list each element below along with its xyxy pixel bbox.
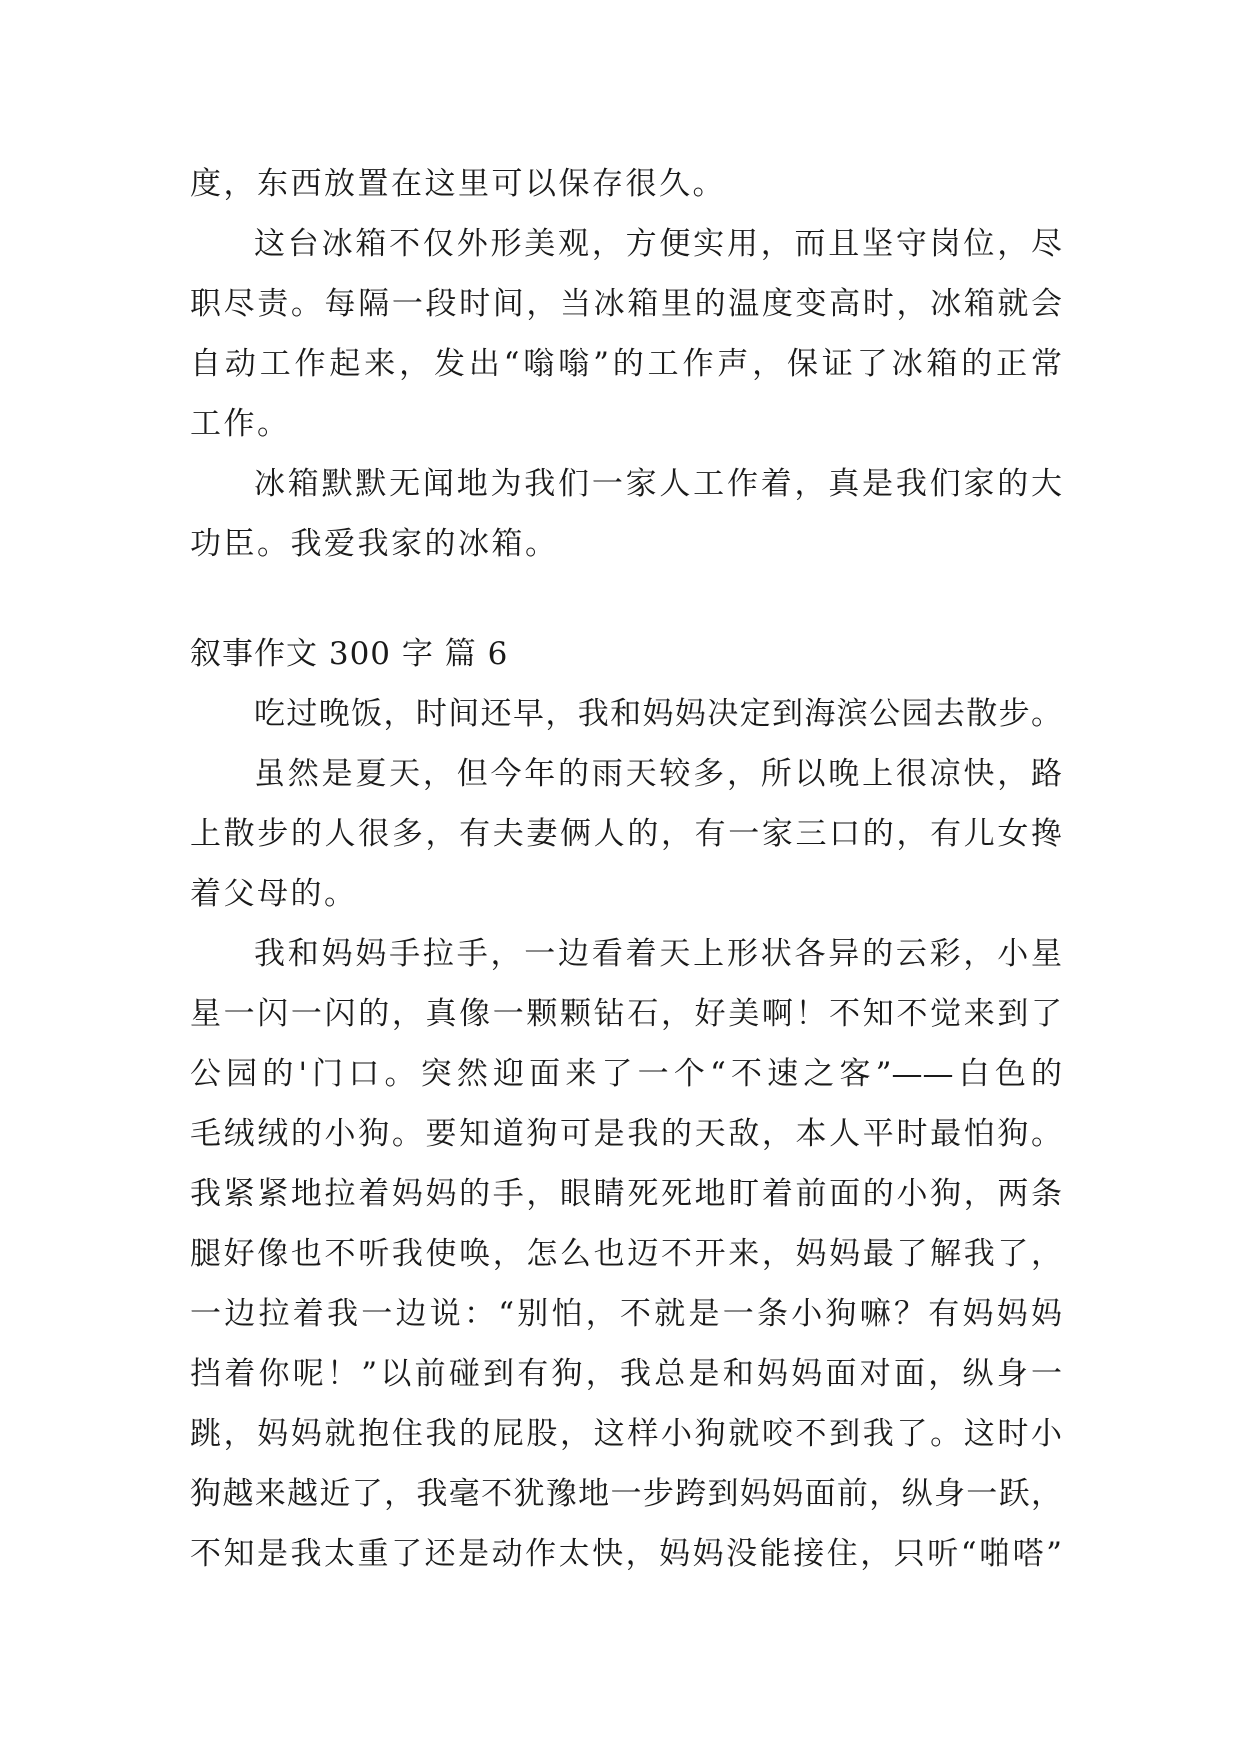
paragraph-line: 吃过晚饭，时间还早，我和妈妈决定到海滨公园去散步。 <box>254 696 1062 732</box>
paragraph-line: 毛绒绒的小狗。要知道狗可是我的天敌，本人平时最怕狗。 <box>190 1116 1062 1152</box>
paragraph-line: 我和妈妈手拉手，一边看着天上形状各异的云彩，小星 <box>254 936 1062 972</box>
paragraph-line: 不知是我太重了还是动作太快，妈妈没能接住，只听“啪嗒” <box>190 1536 1062 1572</box>
section-heading: 叙事作文 300 字 篇 6 <box>190 636 509 672</box>
paragraph-line: 工作。 <box>190 406 291 442</box>
paragraph-line: 职尽责。每隔一段时间，当冰箱里的温度变高时，冰箱就会 <box>190 286 1062 322</box>
paragraph-line: 功臣。我爱我家的冰箱。 <box>190 526 559 562</box>
paragraph-line: 公园的'门口。突然迎面来了一个“不速之客”——白色的 <box>190 1056 1062 1092</box>
paragraph-line: 自动工作起来，发出“嗡嗡”的工作声，保证了冰箱的正常 <box>190 346 1062 382</box>
paragraph-line: 腿好像也不听我使唤，怎么也迈不开来，妈妈最了解我了， <box>190 1236 1062 1272</box>
paragraph-line: 一边拉着我一边说：“别怕，不就是一条小狗嘛？有妈妈妈 <box>190 1296 1062 1332</box>
paragraph-line: 这台冰箱不仅外形美观，方便实用，而且坚守岗位，尽 <box>254 226 1062 262</box>
paragraph-line: 挡着你呢！”以前碰到有狗，我总是和妈妈面对面，纵身一 <box>190 1356 1062 1392</box>
paragraph-line: 冰箱默默无闻地为我们一家人工作着，真是我们家的大 <box>254 466 1062 502</box>
paragraph-line: 星一闪一闪的，真像一颗颗钻石，好美啊！不知不觉来到了 <box>190 996 1062 1032</box>
paragraph-line: 着父母的。 <box>190 876 358 912</box>
paragraph-line: 狗越来越近了，我毫不犹豫地一步跨到妈妈面前，纵身一跃， <box>190 1476 1062 1512</box>
paragraph-line: 跳，妈妈就抱住我的屁股，这样小狗就咬不到我了。这时小 <box>190 1416 1062 1452</box>
paragraph-line: 虽然是夏天，但今年的雨天较多，所以晚上很凉快，路 <box>254 756 1062 792</box>
paragraph-line: 度，东西放置在这里可以保存很久。 <box>190 166 726 202</box>
paragraph-line: 我紧紧地拉着妈妈的手，眼睛死死地盯着前面的小狗，两条 <box>190 1176 1062 1212</box>
paragraph-line: 上散步的人很多，有夫妻俩人的，有一家三口的，有儿女搀 <box>190 816 1062 852</box>
